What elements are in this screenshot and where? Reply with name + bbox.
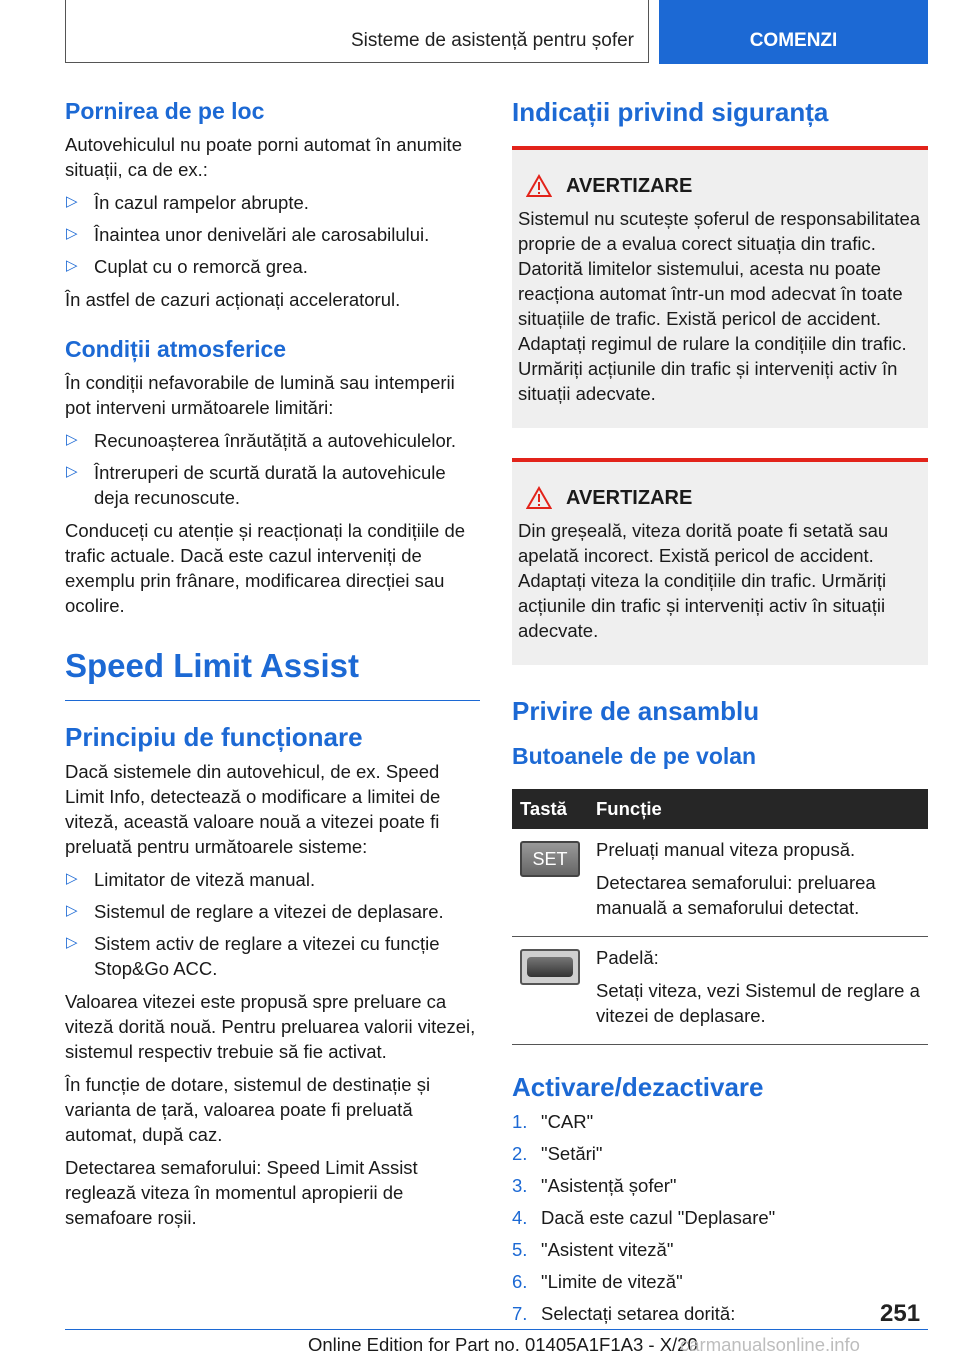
warning-text: Din greșeală, viteza dorită poate fi setată sau apelată incorect. Există pericol de accident. Adaptați viteza la condițiile din trafic. Urmăriți acțiunile din trafic și interveniți activ în situații adecvate. — [518, 520, 889, 641]
list-item: 7. Selectați setarea dorită: — [512, 1303, 736, 1324]
paragraph: În funcție de dotare, sistemul de destinație și varianta de țară, valoarea poate fi preluată automat, după caz. — [65, 1074, 431, 1145]
list-item: ▷ Înaintea unor denivelări ale carosabilului. — [65, 222, 480, 247]
footer-divider — [65, 1329, 928, 1330]
bullet-list — [65, 867, 480, 981]
warning-title — [518, 486, 922, 510]
list-item: ▷ Recunoașterea înrăutățită a autovehiculelor. — [65, 428, 480, 453]
edition-text: Online Edition for Part no. 01405A1F1A3 - X/20 — [308, 1334, 698, 1355]
list-item: ▷ Sistemul de reglare a vitezei de deplasare. — [65, 899, 480, 924]
warning-box — [512, 458, 928, 665]
warning-triangle-icon — [526, 486, 552, 510]
triangle-bullet-icon: ▷ — [66, 193, 78, 210]
paragraph: Valoarea vitezei este propusă spre preluare ca viteză dorită nouă. Pentru preluarea valorii vitezei, sistemul respectiv trebuie să fie activat. — [65, 991, 476, 1062]
triangle-bullet-icon: ▷ — [66, 870, 78, 887]
numbered-steps — [512, 1109, 928, 1326]
triangle-bullet-icon: ▷ — [66, 257, 78, 274]
page-number: 251 — [880, 1300, 921, 1327]
table-row — [512, 937, 928, 1045]
heading-ansamblu: Privire de ansamblu — [512, 696, 760, 726]
list-item: ▷ În cazul rampelor abrupte. — [65, 190, 480, 215]
list-item: ▷ Limitator de viteză manual. — [65, 867, 480, 892]
warning-box — [512, 146, 928, 428]
paragraph: Autovehiculul nu poate porni automat în anumite situații, ca de ex.: — [65, 134, 462, 180]
table-header-function: Funcție — [588, 789, 928, 829]
paragraph: Dacă sistemele din autovehicul, de ex. Speed Limit Info, detectează o modificare a limitei de viteză, această valoare nouă a vitezei poate fi preluată pentru următoarele sisteme: — [65, 761, 441, 857]
left-column — [65, 96, 480, 1238]
section-header-box — [65, 0, 649, 63]
chapter-tab[interactable] — [659, 0, 928, 64]
triangle-bullet-icon: ▷ — [66, 463, 78, 480]
warning-text: Sistemul nu scutește șoferul de responsabilitatea proprie de a evalua corect situația din trafic. Datorită limitelor sistemului, acesta nu poate reacționa automat într-un mod adecvat în toate situațiile de trafic. Există pericol de accident. Adaptați regimul de rulare la condițiile din trafic. Urmăriți acțiunile din trafic și interveniți activ în situații adecvate. — [518, 208, 921, 404]
heading-butoane: Butoanele de pe volan — [512, 743, 757, 769]
list-item: 2. "Setări" — [512, 1143, 603, 1164]
list-item: 1. "CAR" — [512, 1111, 594, 1132]
list-item: 4. Dacă este cazul "Deplasare" — [512, 1207, 776, 1228]
function-cell: Padelă: Setați viteza, vezi Sistemul de reglare a vitezei de deplasare. — [588, 937, 928, 1045]
warning-label: AVERTIZARE — [566, 174, 693, 197]
triangle-bullet-icon: ▷ — [66, 934, 78, 951]
page-header — [65, 0, 928, 64]
paragraph: Conduceți cu atenție și reacționați la condițiile de trafic actuale. Dacă este cazul interveniți de exemplu prin frânare, modificarea direcției sau ocolire. — [65, 520, 466, 616]
set-button-icon: SET — [520, 841, 580, 877]
right-column — [512, 96, 928, 1333]
bullet-list — [65, 190, 480, 279]
heading-principiu: Principiu de funcționare — [65, 722, 363, 752]
warning-triangle-icon — [526, 174, 552, 198]
list-item: ▷ Sistem activ de reglare a vitezei cu funcție Stop&Go ACC. — [65, 931, 480, 981]
paragraph: Detectarea semaforului: Speed Limit Assist reglează viteza în momentul apropierii de semafoare roșii. — [65, 1157, 418, 1228]
triangle-bullet-icon: ▷ — [66, 431, 78, 448]
paddle-switch-icon — [520, 949, 580, 985]
bullet-list — [65, 428, 480, 510]
table-row — [512, 829, 928, 937]
paragraph: În astfel de cazuri acționați acceleratorul. — [65, 289, 401, 310]
triangle-bullet-icon: ▷ — [66, 902, 78, 919]
list-item: ▷ Cuplat cu o remorcă grea. — [65, 254, 480, 279]
watermark: carmanualsonline.info — [680, 1334, 860, 1355]
list-item: 6. "Limite de viteză" — [512, 1271, 683, 1292]
chapter-tab-label: COMENZI — [749, 30, 838, 51]
keys-table — [512, 789, 928, 1045]
triangle-bullet-icon: ▷ — [66, 225, 78, 242]
function-cell: Preluați manual viteza propusă. Detectarea semaforului: preluarea manuală a semaforului detectat. — [588, 829, 928, 937]
warning-title — [518, 174, 922, 198]
heading-conditii: Condiții atmosferice — [65, 336, 287, 362]
table-header-key: Tastă — [512, 789, 588, 829]
table-header-row — [512, 789, 928, 829]
heading-pornire: Pornirea de pe loc — [65, 98, 265, 124]
heading-speed-limit-assist: Speed Limit Assist — [65, 646, 480, 701]
list-item: 5. "Asistent viteză" — [512, 1239, 674, 1260]
key-cell — [512, 829, 588, 937]
key-cell — [512, 937, 588, 1045]
section-title: Sisteme de asistență pentru șofer — [350, 30, 634, 51]
warning-label: AVERTIZARE — [566, 486, 693, 509]
heading-activare: Activare/dezactivare — [512, 1072, 764, 1102]
list-item: 3. "Asistență șofer" — [512, 1175, 677, 1196]
paragraph: În condiții nefavorabile de lumină sau intemperii pot interveni următoarele limitări: — [65, 372, 455, 418]
heading-siguranta: Indicații privind siguranța — [512, 97, 829, 127]
list-item: ▷ Întreruperi de scurtă durată la autovehicule deja recunoscute. — [65, 460, 480, 510]
